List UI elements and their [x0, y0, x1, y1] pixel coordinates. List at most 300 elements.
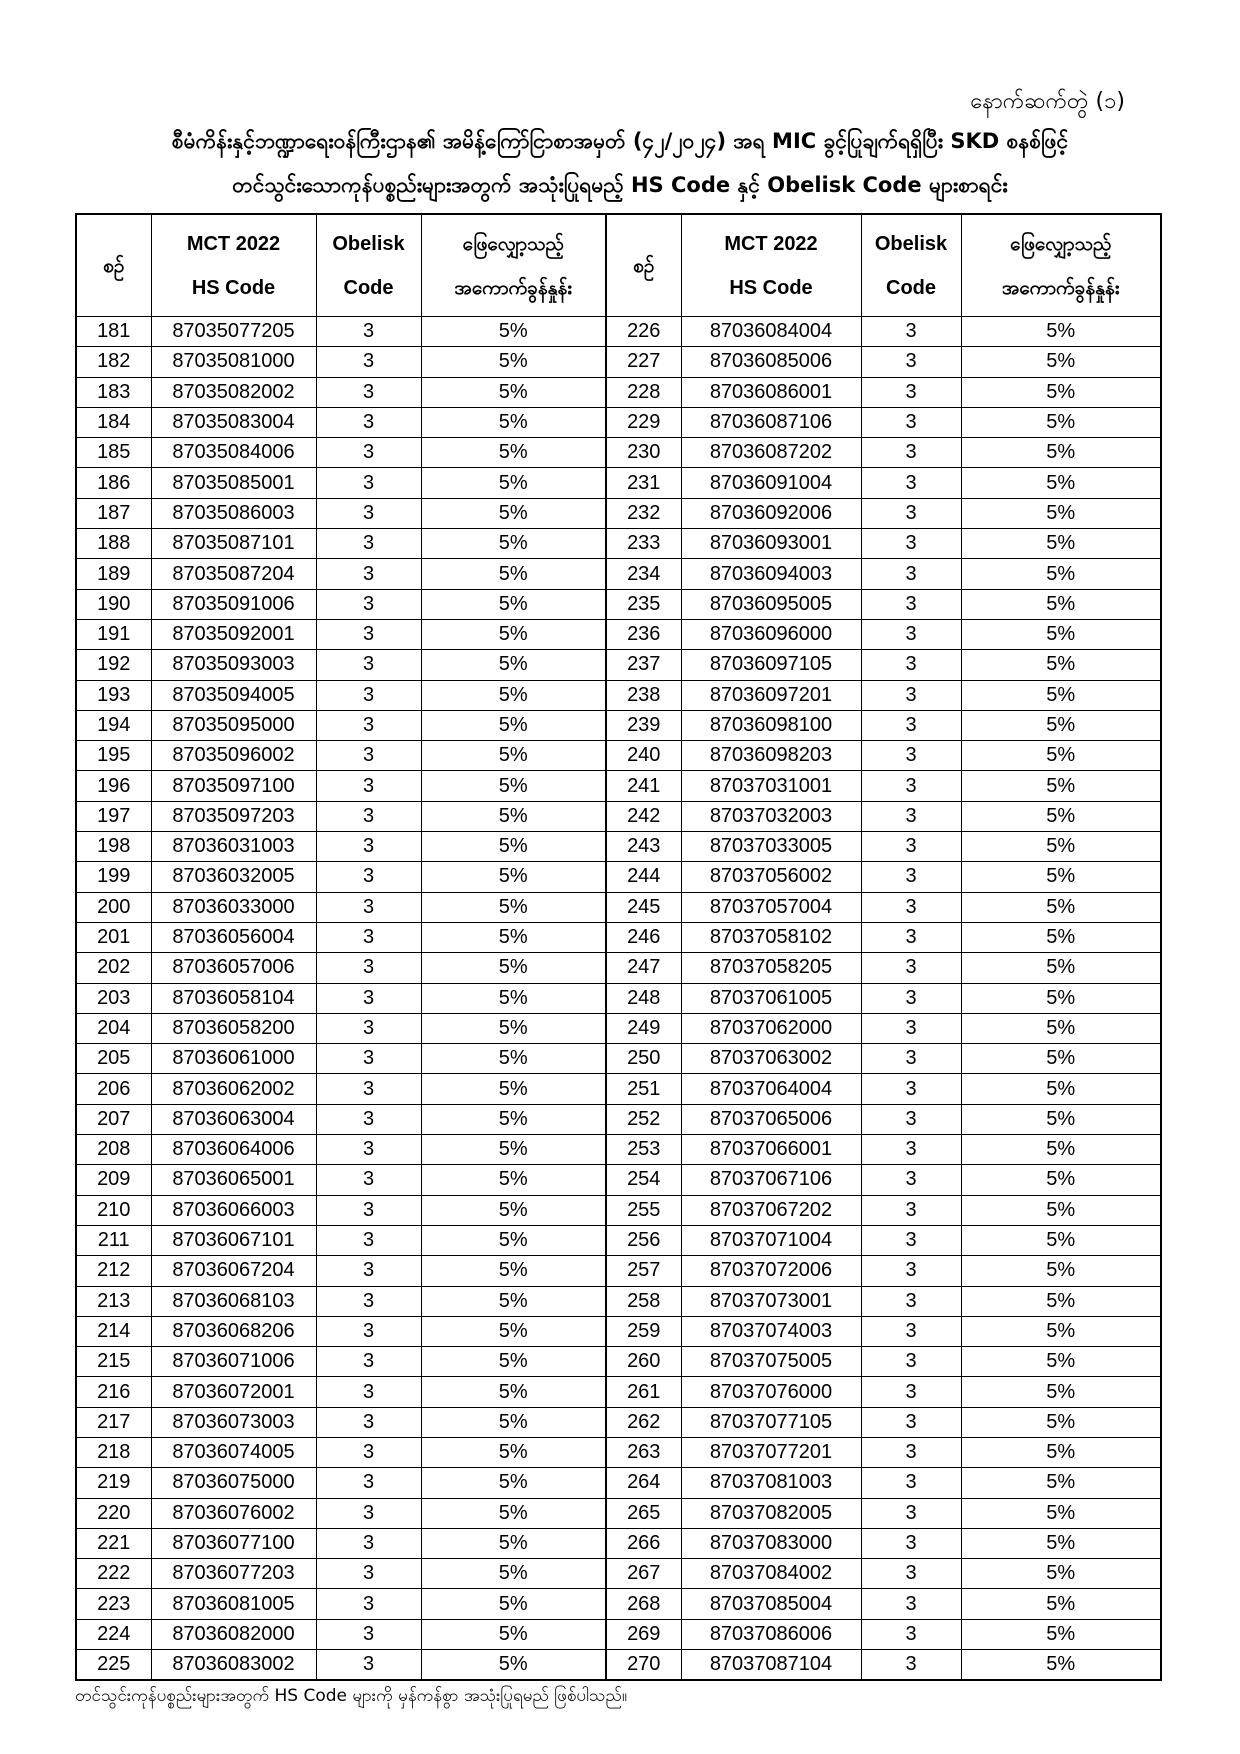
left-duty-rate-cell: 5% [421, 377, 606, 407]
left-serial-cell: 189 [76, 559, 151, 589]
right-obelisk-code-cell: 3 [861, 468, 961, 498]
right-hs-code-cell: 87036097105 [681, 650, 861, 680]
right-hs-code-cell: 87037065006 [681, 1104, 861, 1134]
right-obelisk-code-cell: 3 [861, 529, 961, 559]
right-serial-cell: 251 [606, 1074, 681, 1104]
right-hs-code-cell: 87036084004 [681, 317, 861, 347]
right-obelisk-code-cell: 3 [861, 1195, 961, 1225]
right-obelisk-code-cell: 3 [861, 892, 961, 922]
right-obelisk-code-cell: 3 [861, 1589, 961, 1619]
left-obelisk-code-cell: 3 [316, 1316, 421, 1346]
left-obelisk-code-cell: 3 [316, 1225, 421, 1255]
left-hs-code-cell: 87036056004 [151, 922, 316, 952]
left-duty-rate-cell: 5% [421, 892, 606, 922]
left-hs-code-cell: 87035083004 [151, 407, 316, 437]
right-duty-rate-cell: 5% [961, 710, 1161, 740]
right-duty-rate-cell: 5% [961, 498, 1161, 528]
right-duty-rate-cell: 5% [961, 741, 1161, 771]
table-row [76, 1225, 1161, 1255]
left-hs-code-cell: 87036082000 [151, 1619, 316, 1649]
table-row [76, 559, 1161, 589]
left-serial-cell: 193 [76, 680, 151, 710]
right-obelisk-code-cell: 3 [861, 922, 961, 952]
right-duty-rate-cell: 5% [961, 1498, 1161, 1528]
table-row [76, 771, 1161, 801]
left-duty-rate-cell: 5% [421, 438, 606, 468]
right-duty-rate-cell: 5% [961, 1135, 1161, 1165]
right-duty-rate-cell: 5% [961, 1377, 1161, 1407]
left-hs-code-cell: 87036077203 [151, 1559, 316, 1589]
right-obelisk-code-cell: 3 [861, 1650, 961, 1681]
right-serial-cell: 264 [606, 1468, 681, 1498]
right-duty-rate-cell: 5% [961, 1619, 1161, 1649]
table-row [76, 589, 1161, 619]
table-row [76, 892, 1161, 922]
left-obelisk-code-cell: 3 [316, 1650, 421, 1681]
right-duty-rate-cell: 5% [961, 953, 1161, 983]
right-serial-cell: 246 [606, 922, 681, 952]
left-serial-cell: 204 [76, 1013, 151, 1043]
right-hs-code-cell: 87036097201 [681, 680, 861, 710]
left-duty-rate-cell: 5% [421, 1407, 606, 1437]
left-duty-rate-cell: 5% [421, 1104, 606, 1134]
header-hs-code-left: MCT 2022 HS Code [151, 214, 316, 317]
table-row [76, 801, 1161, 831]
left-serial-cell: 203 [76, 983, 151, 1013]
right-obelisk-code-cell: 3 [861, 589, 961, 619]
right-duty-rate-cell: 5% [961, 1013, 1161, 1043]
footnote: တင်သွင်းကုန်ပစ္စည်းများအတွက် HS Code များကို မှန်ကန်စွာ အသုံးပြုရမည် ဖြစ်ပါသည်။ [75, 1686, 628, 1706]
right-hs-code-cell: 87037058205 [681, 953, 861, 983]
table-row [76, 1347, 1161, 1377]
right-serial-cell: 233 [606, 529, 681, 559]
left-hs-code-cell: 87036058104 [151, 983, 316, 1013]
left-hs-code-cell: 87035086003 [151, 498, 316, 528]
left-hs-code-cell: 87036075000 [151, 1468, 316, 1498]
right-hs-code-cell: 87037064004 [681, 1074, 861, 1104]
right-serial-cell: 244 [606, 862, 681, 892]
table-row [76, 650, 1161, 680]
right-hs-code-cell: 87036098203 [681, 741, 861, 771]
left-duty-rate-cell: 5% [421, 832, 606, 862]
right-obelisk-code-cell: 3 [861, 1256, 961, 1286]
left-obelisk-code-cell: 3 [316, 892, 421, 922]
table-row [76, 710, 1161, 740]
table-row [76, 468, 1161, 498]
left-duty-rate-cell: 5% [421, 317, 606, 347]
table-row [76, 1013, 1161, 1043]
left-hs-code-cell: 87035094005 [151, 680, 316, 710]
left-hs-code-cell: 87036031003 [151, 832, 316, 862]
left-serial-cell: 206 [76, 1074, 151, 1104]
left-duty-rate-cell: 5% [421, 862, 606, 892]
left-obelisk-code-cell: 3 [316, 559, 421, 589]
header-rate-right: ဖြေလျှော့သည့် အကောက်ခွန်နှုန်း [961, 214, 1161, 317]
left-serial-cell: 195 [76, 741, 151, 771]
left-hs-code-cell: 87036068103 [151, 1286, 316, 1316]
right-hs-code-cell: 87036092006 [681, 498, 861, 528]
left-duty-rate-cell: 5% [421, 1013, 606, 1043]
right-obelisk-code-cell: 3 [861, 559, 961, 589]
right-obelisk-code-cell: 3 [861, 680, 961, 710]
right-duty-rate-cell: 5% [961, 1195, 1161, 1225]
right-serial-cell: 257 [606, 1256, 681, 1286]
right-serial-cell: 249 [606, 1013, 681, 1043]
right-hs-code-cell: 87037081003 [681, 1468, 861, 1498]
left-hs-code-cell: 87035095000 [151, 710, 316, 740]
right-serial-cell: 247 [606, 953, 681, 983]
left-obelisk-code-cell: 3 [316, 1437, 421, 1467]
right-obelisk-code-cell: 3 [861, 832, 961, 862]
header-serial-left: စဉ် [76, 214, 151, 317]
left-obelisk-code-cell: 3 [316, 407, 421, 437]
left-serial-cell: 220 [76, 1498, 151, 1528]
right-serial-cell: 240 [606, 741, 681, 771]
right-hs-code-cell: 87037071004 [681, 1225, 861, 1255]
left-hs-code-cell: 87036057006 [151, 953, 316, 983]
left-obelisk-code-cell: 3 [316, 619, 421, 649]
left-obelisk-code-cell: 3 [316, 922, 421, 952]
table-row [76, 1468, 1161, 1498]
right-hs-code-cell: 87037083000 [681, 1528, 861, 1558]
left-obelisk-code-cell: 3 [316, 1104, 421, 1134]
left-duty-rate-cell: 5% [421, 1256, 606, 1286]
left-obelisk-code-cell: 3 [316, 468, 421, 498]
left-obelisk-code-cell: 3 [316, 1559, 421, 1589]
right-serial-cell: 227 [606, 347, 681, 377]
left-hs-code-cell: 87035082002 [151, 377, 316, 407]
left-obelisk-code-cell: 3 [316, 317, 421, 347]
left-serial-cell: 200 [76, 892, 151, 922]
left-serial-cell: 222 [76, 1559, 151, 1589]
left-serial-cell: 183 [76, 377, 151, 407]
left-duty-rate-cell: 5% [421, 1377, 606, 1407]
table-row [76, 407, 1161, 437]
right-serial-cell: 268 [606, 1589, 681, 1619]
right-serial-cell: 229 [606, 407, 681, 437]
right-obelisk-code-cell: 3 [861, 1347, 961, 1377]
right-hs-code-cell: 87037077201 [681, 1437, 861, 1467]
header-serial-right: စဉ် [606, 214, 681, 317]
right-hs-code-cell: 87037031001 [681, 771, 861, 801]
left-duty-rate-cell: 5% [421, 1468, 606, 1498]
left-hs-code-cell: 87036077100 [151, 1528, 316, 1558]
right-hs-code-cell: 87037058102 [681, 922, 861, 952]
right-duty-rate-cell: 5% [961, 1559, 1161, 1589]
left-duty-rate-cell: 5% [421, 983, 606, 1013]
left-duty-rate-cell: 5% [421, 347, 606, 377]
right-obelisk-code-cell: 3 [861, 1498, 961, 1528]
annex-label: နောက်ဆက်တွဲ (၁) [970, 89, 1125, 114]
right-duty-rate-cell: 5% [961, 1165, 1161, 1195]
left-duty-rate-cell: 5% [421, 650, 606, 680]
right-duty-rate-cell: 5% [961, 1589, 1161, 1619]
left-serial-cell: 224 [76, 1619, 151, 1649]
right-obelisk-code-cell: 3 [861, 1135, 961, 1165]
hs-code-table [75, 213, 1162, 1681]
right-serial-cell: 230 [606, 438, 681, 468]
left-duty-rate-cell: 5% [421, 741, 606, 771]
right-obelisk-code-cell: 3 [861, 1377, 961, 1407]
left-hs-code-cell: 87036068206 [151, 1316, 316, 1346]
left-serial-cell: 225 [76, 1650, 151, 1681]
header-obelisk-left: Obelisk Code [316, 214, 421, 317]
left-serial-cell: 212 [76, 1256, 151, 1286]
right-obelisk-code-cell: 3 [861, 1225, 961, 1255]
table-row [76, 1165, 1161, 1195]
left-obelisk-code-cell: 3 [316, 741, 421, 771]
right-hs-code-cell: 87036086001 [681, 377, 861, 407]
right-hs-code-cell: 87037075005 [681, 1347, 861, 1377]
table-row [76, 1407, 1161, 1437]
left-serial-cell: 219 [76, 1468, 151, 1498]
right-duty-rate-cell: 5% [961, 1044, 1161, 1074]
left-serial-cell: 221 [76, 1528, 151, 1558]
left-serial-cell: 218 [76, 1437, 151, 1467]
table-row [76, 1589, 1161, 1619]
right-hs-code-cell: 87037077105 [681, 1407, 861, 1437]
left-duty-rate-cell: 5% [421, 468, 606, 498]
table-row [76, 1650, 1161, 1681]
left-duty-rate-cell: 5% [421, 1589, 606, 1619]
left-hs-code-cell: 87036071006 [151, 1347, 316, 1377]
right-serial-cell: 228 [606, 377, 681, 407]
left-obelisk-code-cell: 3 [316, 1135, 421, 1165]
right-serial-cell: 254 [606, 1165, 681, 1195]
table-row [76, 862, 1161, 892]
document-title-line1: စီမံကိန်းနှင့်ဘဏ္ဍာရေးဝန်ကြီးဌာန၏ အမိန့်ကြော်ငြာစာအမှတ် (၄၂/၂၀၂၄) အရ MIC ခွင့်ပြုချက်ရရှိပြီး SKD စနစ်ဖြင့် [171, 129, 1069, 153]
table-row [76, 741, 1161, 771]
right-duty-rate-cell: 5% [961, 1286, 1161, 1316]
left-obelisk-code-cell: 3 [316, 1468, 421, 1498]
left-hs-code-cell: 87036065001 [151, 1165, 316, 1195]
right-hs-code-cell: 87037066001 [681, 1135, 861, 1165]
left-obelisk-code-cell: 3 [316, 862, 421, 892]
right-hs-code-cell: 87037057004 [681, 892, 861, 922]
right-serial-cell: 252 [606, 1104, 681, 1134]
right-hs-code-cell: 87036087202 [681, 438, 861, 468]
right-duty-rate-cell: 5% [961, 1407, 1161, 1437]
right-serial-cell: 245 [606, 892, 681, 922]
right-obelisk-code-cell: 3 [861, 953, 961, 983]
table-row [76, 438, 1161, 468]
right-obelisk-code-cell: 3 [861, 983, 961, 1013]
right-serial-cell: 260 [606, 1347, 681, 1377]
left-hs-code-cell: 87036083002 [151, 1650, 316, 1681]
left-obelisk-code-cell: 3 [316, 1165, 421, 1195]
right-serial-cell: 259 [606, 1316, 681, 1346]
left-duty-rate-cell: 5% [421, 771, 606, 801]
left-serial-cell: 202 [76, 953, 151, 983]
left-duty-rate-cell: 5% [421, 1044, 606, 1074]
right-hs-code-cell: 87037086006 [681, 1619, 861, 1649]
right-hs-code-cell: 87037062000 [681, 1013, 861, 1043]
right-duty-rate-cell: 5% [961, 347, 1161, 377]
right-obelisk-code-cell: 3 [861, 862, 961, 892]
right-obelisk-code-cell: 3 [861, 1044, 961, 1074]
right-duty-rate-cell: 5% [961, 619, 1161, 649]
left-obelisk-code-cell: 3 [316, 771, 421, 801]
table-row [76, 983, 1161, 1013]
right-hs-code-cell: 87037056002 [681, 862, 861, 892]
left-hs-code-cell: 87035084006 [151, 438, 316, 468]
right-hs-code-cell: 87037063002 [681, 1044, 861, 1074]
right-obelisk-code-cell: 3 [861, 741, 961, 771]
left-obelisk-code-cell: 3 [316, 953, 421, 983]
right-serial-cell: 237 [606, 650, 681, 680]
left-hs-code-cell: 87036072001 [151, 1377, 316, 1407]
left-serial-cell: 181 [76, 317, 151, 347]
right-duty-rate-cell: 5% [961, 801, 1161, 831]
left-hs-code-cell: 87035085001 [151, 468, 316, 498]
right-obelisk-code-cell: 3 [861, 1316, 961, 1346]
right-duty-rate-cell: 5% [961, 680, 1161, 710]
right-serial-cell: 267 [606, 1559, 681, 1589]
right-duty-rate-cell: 5% [961, 1104, 1161, 1134]
header-obelisk-right: Obelisk Code [861, 214, 961, 317]
left-hs-code-cell: 87036073003 [151, 1407, 316, 1437]
right-hs-code-cell: 87036098100 [681, 710, 861, 740]
left-serial-cell: 197 [76, 801, 151, 831]
left-serial-cell: 210 [76, 1195, 151, 1225]
left-serial-cell: 194 [76, 710, 151, 740]
right-hs-code-cell: 87037085004 [681, 1589, 861, 1619]
table-row [76, 498, 1161, 528]
right-serial-cell: 256 [606, 1225, 681, 1255]
table-body [76, 317, 1161, 1681]
left-hs-code-cell: 87035087204 [151, 559, 316, 589]
right-obelisk-code-cell: 3 [861, 347, 961, 377]
table-row [76, 317, 1161, 347]
header-rate-left: ဖြေလျှော့သည့် အကောက်ခွန်နှုန်း [421, 214, 606, 317]
left-hs-code-cell: 87036081005 [151, 1589, 316, 1619]
right-duty-rate-cell: 5% [961, 1468, 1161, 1498]
right-duty-rate-cell: 5% [961, 559, 1161, 589]
right-serial-cell: 263 [606, 1437, 681, 1467]
right-serial-cell: 250 [606, 1044, 681, 1074]
document-title-line2: တင်သွင်းသောကုန်ပစ္စည်းများအတွက် အသုံးပြုရမည့် HS Code နှင့် Obelisk Code များစာရင်း [232, 173, 1008, 197]
right-obelisk-code-cell: 3 [861, 1407, 961, 1437]
left-hs-code-cell: 87036058200 [151, 1013, 316, 1043]
right-serial-cell: 270 [606, 1650, 681, 1681]
header-hs-code-right: MCT 2022 HS Code [681, 214, 861, 317]
right-serial-cell: 269 [606, 1619, 681, 1649]
left-serial-cell: 214 [76, 1316, 151, 1346]
right-duty-rate-cell: 5% [961, 1650, 1161, 1681]
left-serial-cell: 211 [76, 1225, 151, 1255]
right-hs-code-cell: 87037033005 [681, 832, 861, 862]
table-row [76, 1135, 1161, 1165]
left-serial-cell: 217 [76, 1407, 151, 1437]
left-obelisk-code-cell: 3 [316, 680, 421, 710]
left-hs-code-cell: 87035093003 [151, 650, 316, 680]
left-duty-rate-cell: 5% [421, 953, 606, 983]
left-duty-rate-cell: 5% [421, 1528, 606, 1558]
table-row [76, 1286, 1161, 1316]
left-serial-cell: 215 [76, 1347, 151, 1377]
left-obelisk-code-cell: 3 [316, 1528, 421, 1558]
right-duty-rate-cell: 5% [961, 377, 1161, 407]
right-hs-code-cell: 87036095005 [681, 589, 861, 619]
right-obelisk-code-cell: 3 [861, 498, 961, 528]
right-duty-rate-cell: 5% [961, 1347, 1161, 1377]
right-duty-rate-cell: 5% [961, 892, 1161, 922]
left-serial-cell: 209 [76, 1165, 151, 1195]
table-row [76, 1559, 1161, 1589]
left-obelisk-code-cell: 3 [316, 1256, 421, 1286]
left-hs-code-cell: 87036064006 [151, 1135, 316, 1165]
right-serial-cell: 234 [606, 559, 681, 589]
left-hs-code-cell: 87036067101 [151, 1225, 316, 1255]
right-duty-rate-cell: 5% [961, 650, 1161, 680]
left-hs-code-cell: 87036067204 [151, 1256, 316, 1286]
right-hs-code-cell: 87037076000 [681, 1377, 861, 1407]
right-obelisk-code-cell: 3 [861, 1074, 961, 1104]
right-duty-rate-cell: 5% [961, 438, 1161, 468]
left-obelisk-code-cell: 3 [316, 589, 421, 619]
right-obelisk-code-cell: 3 [861, 377, 961, 407]
left-duty-rate-cell: 5% [421, 801, 606, 831]
left-duty-rate-cell: 5% [421, 407, 606, 437]
right-serial-cell: 236 [606, 619, 681, 649]
left-serial-cell: 191 [76, 619, 151, 649]
left-serial-cell: 208 [76, 1135, 151, 1165]
left-serial-cell: 199 [76, 862, 151, 892]
left-hs-code-cell: 87035087101 [151, 529, 316, 559]
table-row [76, 832, 1161, 862]
left-duty-rate-cell: 5% [421, 589, 606, 619]
right-duty-rate-cell: 5% [961, 529, 1161, 559]
table-row [76, 1377, 1161, 1407]
left-serial-cell: 188 [76, 529, 151, 559]
right-duty-rate-cell: 5% [961, 983, 1161, 1013]
right-serial-cell: 265 [606, 1498, 681, 1528]
right-duty-rate-cell: 5% [961, 468, 1161, 498]
right-hs-code-cell: 87036093001 [681, 529, 861, 559]
left-obelisk-code-cell: 3 [316, 1619, 421, 1649]
table-row [76, 619, 1161, 649]
right-hs-code-cell: 87036087106 [681, 407, 861, 437]
right-hs-code-cell: 87036094003 [681, 559, 861, 589]
table-row [76, 953, 1161, 983]
right-obelisk-code-cell: 3 [861, 1286, 961, 1316]
left-hs-code-cell: 87035091006 [151, 589, 316, 619]
table-header-row [76, 214, 1161, 317]
left-serial-cell: 192 [76, 650, 151, 680]
left-duty-rate-cell: 5% [421, 1650, 606, 1681]
left-hs-code-cell: 87035097203 [151, 801, 316, 831]
right-serial-cell: 241 [606, 771, 681, 801]
right-serial-cell: 262 [606, 1407, 681, 1437]
left-hs-code-cell: 87036061000 [151, 1044, 316, 1074]
right-obelisk-code-cell: 3 [861, 1437, 961, 1467]
left-serial-cell: 182 [76, 347, 151, 377]
table-row [76, 1619, 1161, 1649]
left-obelisk-code-cell: 3 [316, 1195, 421, 1225]
right-duty-rate-cell: 5% [961, 922, 1161, 952]
table-row [76, 347, 1161, 377]
table-row [76, 1437, 1161, 1467]
right-duty-rate-cell: 5% [961, 1074, 1161, 1104]
left-duty-rate-cell: 5% [421, 1347, 606, 1377]
table-row [76, 529, 1161, 559]
left-duty-rate-cell: 5% [421, 1195, 606, 1225]
right-obelisk-code-cell: 3 [861, 1559, 961, 1589]
left-hs-code-cell: 87036063004 [151, 1104, 316, 1134]
right-serial-cell: 232 [606, 498, 681, 528]
right-serial-cell: 248 [606, 983, 681, 1013]
left-duty-rate-cell: 5% [421, 529, 606, 559]
